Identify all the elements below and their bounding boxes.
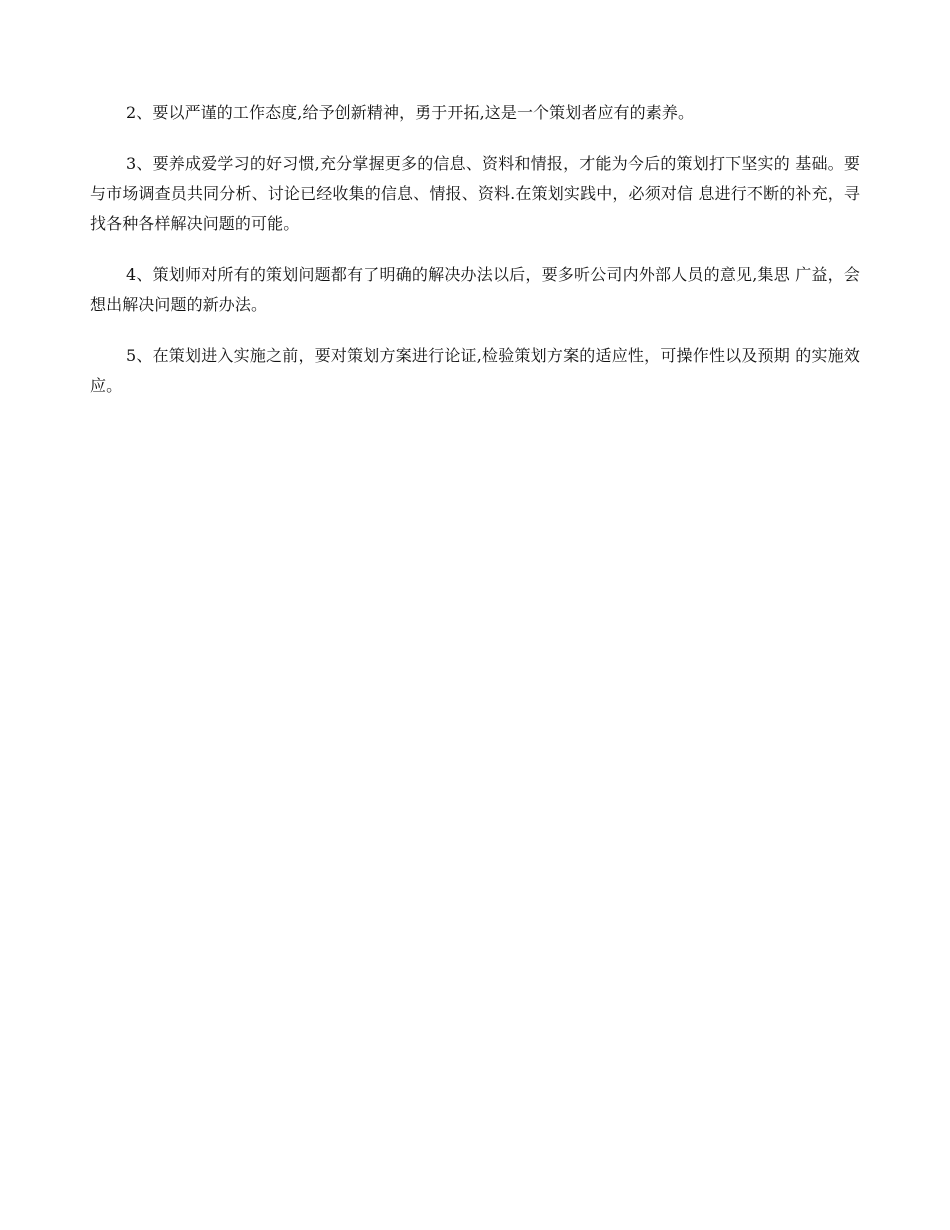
paragraph-2: 2、要以严谨的工作态度,给予创新精神，勇于开拓,这是一个策划者应有的素养。 <box>126 103 695 122</box>
paragraph-4: 4、策划师对所有的策划问题都有了明确的解决办法以后，要多听公司内外部人员的意见,集思 广益，会想出解决问题的新办法。 <box>90 265 860 314</box>
paragraph-5: 5、在策划进入实施之前，要对策划方案进行论证,检验策划方案的适应性，可操作性以及预期 的实施效应。 <box>90 346 860 395</box>
paragraph-3: 3、要养成爱学习的好习惯,充分掌握更多的信息、资料和情报，才能为今后的策划打下坚实的 基础。要与市场调查员共同分析、讨论已经收集的信息、情报、资料.在策划实践中，必须对信 息进行不断的补充，寻找各种各样解决问题的可能。 <box>90 154 860 233</box>
document-body <box>90 98 860 422</box>
